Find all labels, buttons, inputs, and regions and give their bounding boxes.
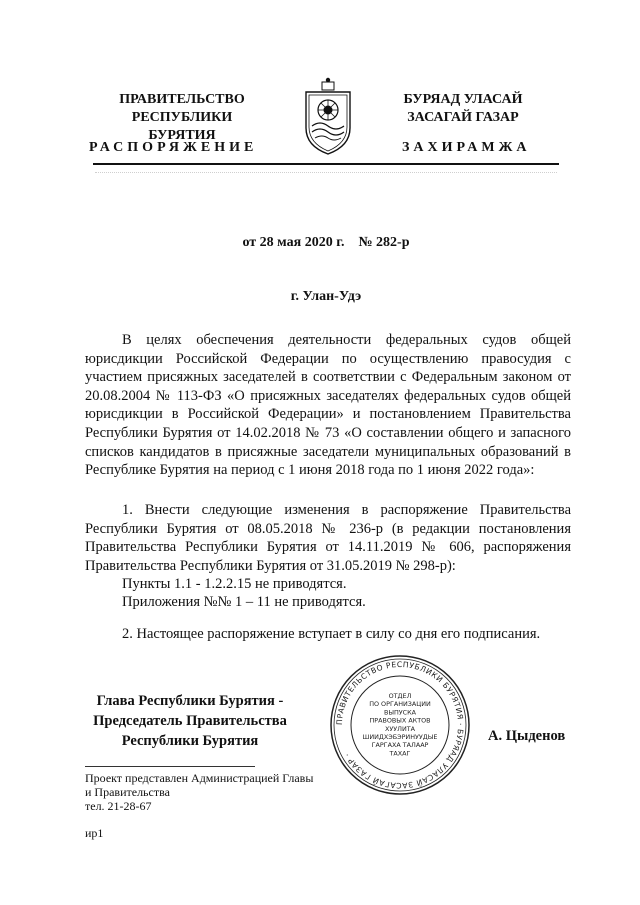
- stamp-inner-line: ТАХАГ: [389, 749, 411, 758]
- footer-line2: и Правительства: [85, 785, 170, 799]
- stamp-inner-line: ХУУЛИТА: [384, 724, 416, 733]
- city: г. Улан-Удэ: [290, 289, 362, 304]
- doc-type-buryat: ЗАХИРАМЖА: [402, 140, 531, 155]
- doc-type-russian: РАСПОРЯЖЕНИЕ: [89, 140, 258, 155]
- official-seal-stamp: [329, 654, 471, 796]
- date-and-number: от 28 мая 2020 г. № 282-р: [242, 235, 410, 250]
- item-1-note-2: Приложения №№ 1 – 11 не приводятся.: [122, 594, 366, 610]
- header-rule: [93, 163, 559, 165]
- footer-rule: [85, 766, 255, 767]
- stamp-inner-line: ПРАВОВЫХ АКТОВ: [369, 716, 431, 725]
- signature-title-line2: Председатель Правительства: [93, 713, 287, 729]
- stamp-inner-line: ГАРГАХА ТАЛААР: [371, 741, 429, 750]
- header-left-line1: ПРАВИТЕЛЬСТВО: [119, 92, 245, 107]
- header-left-line2: РЕСПУБЛИКИ БУРЯТИЯ: [131, 110, 233, 143]
- stamp-outer-text: ПРАВИТЕЛЬСТВО РЕСПУБЛИКИ БУРЯТИЯ · БУРЯАД УЛАСАЙ ЗАСАГАЙ ГАЗАР ·: [334, 659, 466, 791]
- stamp-inner-line: ПО ОРГАНИЗАЦИИ: [369, 700, 431, 709]
- coat-of-arms-emblem: [300, 76, 356, 156]
- item-2-paragraph: 2. Настоящее распоряжение вступает в силу со дня его подписания.: [122, 626, 541, 642]
- stamp-inner-line: ШИИДХЭБЭРИНУУДЫЕ: [362, 733, 438, 741]
- header-right-block: [388, 91, 538, 127]
- footer-initials: ир1: [85, 826, 104, 840]
- signature-title-line1: Глава Республики Бурятия -: [96, 693, 284, 709]
- signature-title-line3: Республики Бурятия: [121, 733, 259, 749]
- header-right-line1: БУРЯАД УЛАСАЙ: [403, 92, 523, 107]
- item-1-note-1: Пункты 1.1 - 1.2.2.15 не приводятся.: [122, 576, 347, 592]
- item-1-paragraph: 1. Внести следующие изменения в распоряжение Правительства Республики Бурятия от 08.05.2018 № 236-р (в редакции постановления Правительства Республики Бурятия от 14.11.2019 № 606, распоряжения Правительства Республики Бурятия от 31.05.2019 № 298-р):: [85, 502, 571, 574]
- header-dotted-line: [95, 172, 557, 174]
- stamp-inner-line: ВЫПУСКА: [383, 708, 417, 717]
- header-left-block: [100, 91, 264, 145]
- signatory-name: А. Цыденов: [488, 728, 566, 744]
- footer-line1: Проект представлен Администрацией Главы: [85, 771, 314, 785]
- stamp-inner-line: ОТДЕЛ: [388, 692, 412, 700]
- footer-phone: тел. 21-28-67: [85, 799, 152, 813]
- header-right-line2: ЗАСАГАЙ ГАЗАР: [407, 110, 519, 125]
- signature-title: [78, 691, 302, 751]
- preamble-paragraph: В целях обеспечения деятельности федеральных судов общей юрисдикции Российской Федерации по осуществлению правосудия с участием присяжных заседателей в соответствии с Федеральным законом от 20.08.2004 № 113-ФЗ «О присяжных заседателях федеральных судов общей юрисдикции в Российской Федерации» и постановлением Правительства Республики Бурятия от 14.02.2018 № 73 «О составлении общего и запасного списков кандидатов в присяжные заседатели муниципальных образований в Республике Бурятия на период с 1 июня 2018 года по 1 июня 2022 года»:: [85, 332, 571, 479]
